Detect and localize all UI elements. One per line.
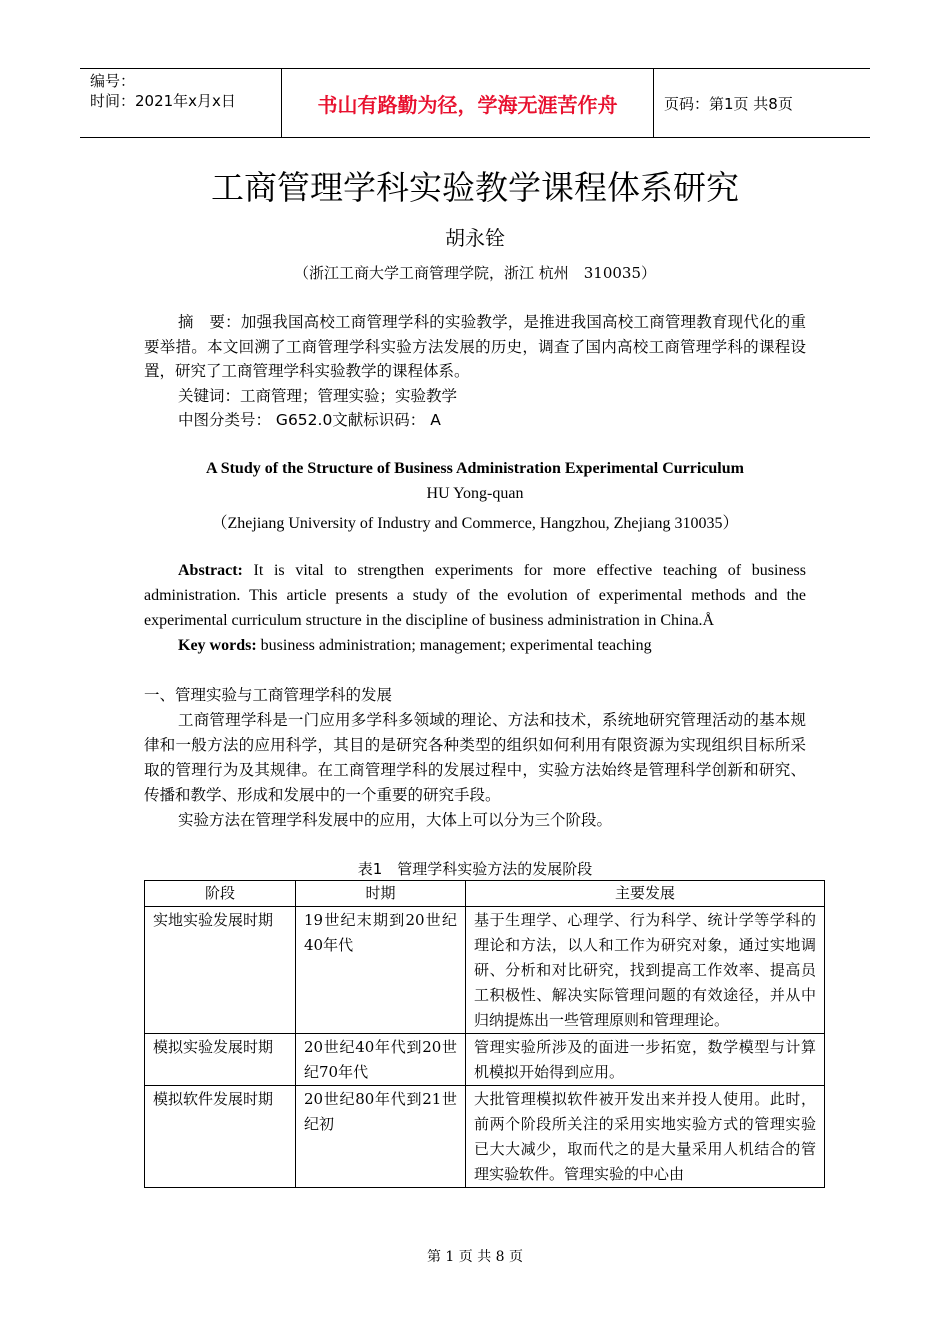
table-cell: 大批管理模拟软件被开发出来并投人使用。此时，前两个阶段所关注的采用实地实验方式的管理实验已大大减少，取而代之的是大量采用人机结合的管理实验软件。管理实验的中心由 xyxy=(466,1086,825,1188)
table-row xyxy=(145,907,825,1034)
chinese-abstract xyxy=(144,310,806,433)
paper-author: 胡永铨 xyxy=(445,226,505,250)
abstract-text: 加强我国高校工商管理学科的实验教学，是推进我国高校工商管理教育现代化的重要举措。本文回溯了工商管理学科实验方法发展的历史，调查了国内高校工商管理学科的课程设置，研究了工商管理学科实验教学的课程体系。 xyxy=(144,313,806,380)
table-header-cell: 主要发展 xyxy=(466,881,825,907)
table-cell: 20世纪40年代到20世纪70年代 xyxy=(296,1034,466,1086)
table-row xyxy=(145,1086,825,1188)
english-keywords-line xyxy=(144,633,806,658)
english-keywords-text: business administration; management; experimental teaching xyxy=(256,637,652,654)
english-keywords-label: Key words: xyxy=(178,637,257,654)
table-cell: 模拟软件发展时期 xyxy=(145,1086,296,1188)
section-paragraph: 实验方法在管理学科发展中的应用，大体上可以分为三个阶段。 xyxy=(178,811,613,829)
classification-line: 中图分类号： G652.0文献标识码： A xyxy=(178,411,441,429)
english-abstract-paragraph xyxy=(144,558,806,633)
table-header-cell: 时期 xyxy=(296,881,466,907)
abstract-paragraph xyxy=(144,310,806,384)
stages-table xyxy=(144,880,825,1188)
english-affiliation: （Zhejiang University of Industry and Commerce, Hangzhou, Zhejiang 310035） xyxy=(211,515,739,532)
table-cell: 管理实验所涉及的面进一步拓宽，数学模型与计算机模拟开始得到应用。 xyxy=(466,1034,825,1086)
paper-affiliation: （浙江工商大学工商管理学院，浙江 杭州 310035） xyxy=(293,264,657,282)
table-header-cell: 阶段 xyxy=(145,881,296,907)
english-abstract-text: It is vital to strengthen experiments for more effective teaching of business administration. This article presents a study of the evolution of experimental methods and the experimental curriculum structure in the discipline of business administration in China.Å xyxy=(144,562,806,629)
date-label: 时间：2021年x月x日 xyxy=(90,92,236,110)
keywords-label: 关键词： xyxy=(178,386,241,405)
section-1 xyxy=(144,683,806,833)
keywords-line xyxy=(144,384,806,409)
number-label: 编号： xyxy=(90,72,136,90)
document-header xyxy=(80,68,870,138)
keywords-text: 工商管理；管理实验；实验教学 xyxy=(240,386,458,405)
header-motto: 书山有路勤为径，学海无涯苦作舟 xyxy=(282,69,654,137)
table-caption: 表1 管理学科实验方法的发展阶段 xyxy=(357,860,593,878)
section-paragraph: 工商管理学科是一门应用多学科多领域的理论、方法和技术，系统地研究管理活动的基本规律和一般方法的应用科学，其目的是研究各种类型的组织如何利用有限资源为实现组织目标所采取的管理行为及其规律。在工商管理学科的发展过程中，实验方法始终是管理科学创新和研究、传播和教学、形成和发展中的一个重要的研究手段。 xyxy=(144,711,806,804)
header-page-info: 页码：第1页 共8页 xyxy=(664,94,793,113)
page-footer: 第 1 页 共 8 页 xyxy=(426,1249,524,1265)
english-abstract xyxy=(144,558,806,658)
paper-title: 工商管理学科实验教学课程体系研究 xyxy=(211,168,739,207)
table-cell: 实地实验发展时期 xyxy=(145,907,296,1034)
english-abstract-label: Abstract: xyxy=(178,562,243,579)
table-cell: 模拟实验发展时期 xyxy=(145,1034,296,1086)
section-heading: 一、管理实验与工商管理学科的发展 xyxy=(144,686,393,704)
table-row xyxy=(145,1034,825,1086)
table-cell: 20世纪80年代到21世纪初 xyxy=(296,1086,466,1188)
table-cell: 基于生理学、心理学、行为科学、统计学等学科的理论和方法，以人和工作为研究对象，通过实地调研、分析和对比研究，找到提高工作效率、提高员工积极性、解决实际管理问题的有效途径，并从中归纳提炼出一些管理原则和管理理论。 xyxy=(466,907,825,1034)
table-cell: 19世纪末期到20世纪40年代 xyxy=(296,907,466,1034)
table-header-row xyxy=(145,881,825,907)
abstract-label: 摘 要： xyxy=(178,313,241,331)
english-author: HU Yong-quan xyxy=(426,485,524,502)
english-title: A Study of the Structure of Business Administration Experimental Curriculum xyxy=(206,460,744,477)
header-meta xyxy=(80,69,282,137)
